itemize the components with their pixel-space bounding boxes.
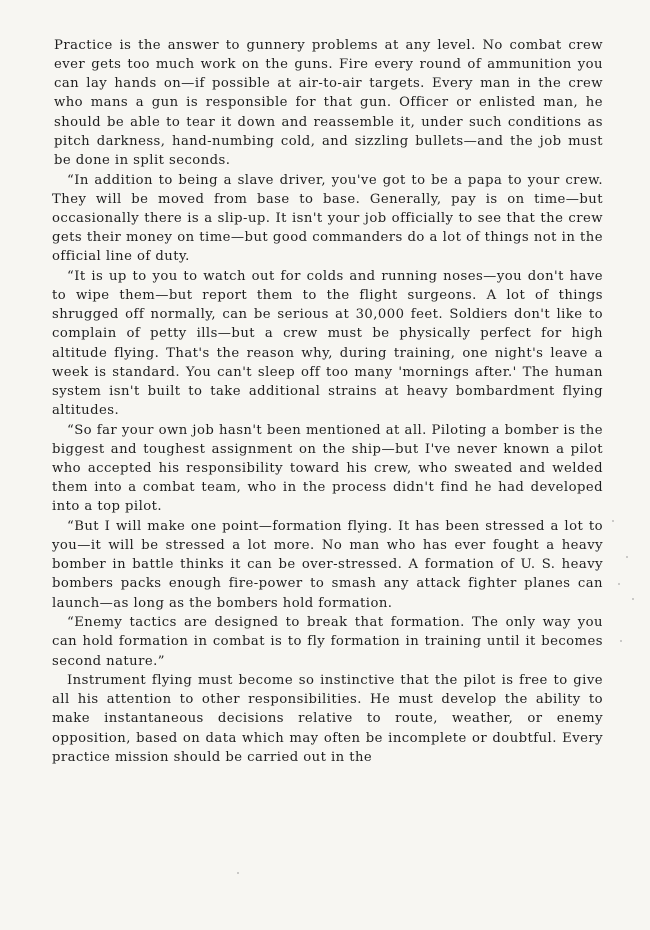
paragraph-enemy-tactics: “Enemy tactics are designed to break that formation. The only way you can hold formation in combat is to fly formation in training until it becomes second nature.” xyxy=(52,615,603,669)
paragraph-formation: “But I will make one point—formation flying. It has been stressed a lot to you—it will be stressed a lot more. No man who has ever fought a heavy bomber in battle thinks it can be over-stressed. A formation of U. S. heavy bombers packs enough fire-power to smash any attack fighter planes can launch—as long as the bombers hold formation. xyxy=(52,518,603,611)
scan-speckle xyxy=(632,598,634,600)
paragraph-colds: “It is up to you to watch out for colds and running noses—you don't have to wipe them—but report them to the flight surgeons. A lot of things shrugged off normally, can be serious at 30,000 feet. Soldiers don't like to complain of petty ills—but a crew must be physically perfect for high altitude flying. That's the reason why, during training, one night's leave a week is standard. You can't sleep off too many 'mornings after.' The human system isn't built to take additional strains at heavy bombardment flying altitudes. xyxy=(52,268,603,418)
scan-speckle xyxy=(237,872,239,874)
paragraph-instrument-flying: Instrument flying must become so instinctive that the pilot is free to give all his attention to other responsibilities. He must develop the ability to make instantaneous decisions relative to route, weather, or enemy opposition, based on data which may often be incomplete or doubtful. Every practice mission should be carried out in the xyxy=(52,673,603,765)
paragraph-practice: Practice is the answer to gunnery problems at any level. No combat crew ever gets too much work on the guns. Fire every round of ammunition you can lay hands on—if possible at air-to-air targets. Every man in the crew who mans a gun is responsible for that gun. Officer or enlisted man, he should be able to tear it down and reassemble it, under such conditions as pitch darkness, hand-numbing cold, and sizzling bullets—and the job must be done in split seconds. xyxy=(54,38,603,168)
scan-speckle xyxy=(626,556,628,558)
scan-speckle xyxy=(620,640,622,642)
paragraph-own-job: “So far your own job hasn't been mentioned at all. Piloting a bomber is the biggest and toughest assignment on the ship—but I've never known a pilot who accepted his responsibility toward his crew, who sweated and welded them into a combat team, who in the process didn't find he had developed into a top pilot. xyxy=(52,422,603,515)
paragraph-papa: “In addition to being a slave driver, you've got to be a papa to your crew. They will be moved from base to base. Generally, pay is on time—but occasionally there is a slip-up. It isn't your job officially to see that the crew gets their money on time—but good commanders do a lot of things not in the official line of duty. xyxy=(52,172,603,265)
body-text xyxy=(52,36,603,767)
scan-speckle xyxy=(612,520,614,522)
scan-speckle xyxy=(618,583,620,585)
